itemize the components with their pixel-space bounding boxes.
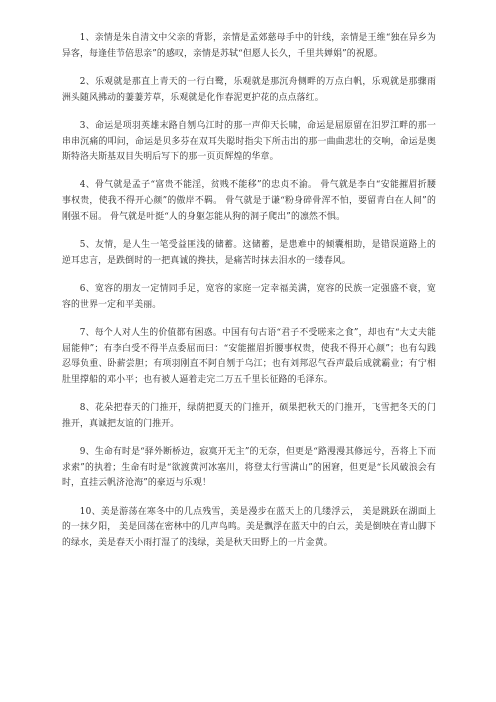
paragraph-8 [62,401,436,432]
paragraph-7 [62,326,436,389]
paragraph-number: 5、 [79,240,96,251]
paragraph-text: 命运是项羽英雄末路自刎乌江时的那一声仰天长啸，命运是屈原留在汨罗江畔的那一串串沉痛的叩问，命运是贝多芬在双耳失聪时指尖下所击出的那一曲曲悲壮的交响，命运是奥斯特洛夫斯基双目失明后写下的那一页页辉煌的华章。 [62,120,436,163]
paragraph-number: 1、 [79,33,95,43]
paragraph-9 [62,445,436,492]
paragraph-number: 9、 [79,447,95,458]
paragraph-text: 生命有时是“驿外断桥边，寂寞开无主”的无奈，但更是“路漫漫其修远兮，吾将上下而求索”的执着；生命有时是“欲渡黄河冰塞川，将登太行雪满山”的困窘，但更是“长风破浪会有时，直挂云帆济沧海”的豪迈与乐观！ [62,447,436,489]
paragraph-text: 花朵把春天的门推开，绿荫把夏天的门推开，硕果把秋天的门推开，飞雪把冬天的门推开，真诚把友谊的门推开。 [62,403,436,429]
paragraph-2 [62,75,436,106]
paragraph-3 [62,119,436,166]
paragraph-text: 每个人对人生的价值都有困惑。中国有句古语“君子不受嗟来之食”，却也有“大丈夫能屈能伸”；有李白受不得半点委屈而曰：“安能摧眉折腰事权贵，使我不得开心颜”；也有勾践忍辱负重、卧薪尝胆；有项羽刚直不阿自刎于乌江；也有刘邦忍气吞声最后成就霸业；有宁相肚里撑船的邓小平；也有被人逼着走完二万五千里长征路的毛泽东。 [62,327,436,385]
paragraph-text: 骨气就是孟子“富贵不能淫，贫贱不能移”的忠贞不渝。 骨气就是李白“安能摧眉折腰事权贵，使我不得开心颜”的傲岸不羁。 骨气就是于谦“粉身碎骨浑不怕，要留青白在人间”的刚强不屈。 骨气就是叶挺“人的身躯怎能从狗的洞子爬出”的凛然不惧。 [62,180,436,222]
paragraph-10 [62,505,436,552]
paragraph-text: 乐观就是那直上青天的一行白鹭，乐观就是那沉舟侧畔的万点白帆，乐观就是那骤雨洲头随风拂动的萋萋芳草，乐观就是化作春泥更护花的点点落红。 [62,76,436,103]
document-page [62,31,436,564]
paragraph-number: 7、 [79,327,95,338]
paragraph-number: 3、 [79,120,96,131]
paragraph-number: 10、 [79,506,101,517]
paragraph-text: 美是游荡在寒冬中的几点残雪，美是漫步在蓝天上的几缕浮云， 美是跳跃在湖面上的一抹夕阳， 美是回荡在密林中的几声鸟鸣。美是飘浮在蓝天中的白云，美是倒映在青山脚下的绿水，美是春天小雨打湿了的浅绿，美是秋天田野上的一片金黄。 [62,506,436,549]
paragraph-number: 8、 [79,403,96,414]
paragraph-text: 宽容的朋友一定情同手足，宽容的家庭一定幸福美满，宽容的民族一定强盛不衰，宽容的世界一定和平美丽。 [62,283,436,310]
paragraph-number: 6、 [79,283,96,294]
paragraph-text: 友情，是人生一笔受益匪浅的储蓄。这储蓄，是患难中的倾囊相助，是错误道路上的逆耳忠言，是跌倒时的一把真诚的搀扶，是痛苦时抹去泪水的一缕春风。 [62,240,436,266]
paragraph-6 [62,282,436,313]
paragraph-number: 4、 [79,180,96,191]
paragraph-5 [62,238,436,269]
paragraph-4 [62,178,436,225]
paragraph-text: 亲情是朱自清文中父亲的背影，亲情是孟郊慈母手中的针线，亲情是王维“独在异乡为异客，每逢佳节倍思亲”的感叹，亲情是苏轼“但愿人长久，千里共婵娟”的祝愿。 [62,33,436,59]
paragraph-number: 2、 [79,76,96,87]
paragraph-1 [62,31,436,62]
